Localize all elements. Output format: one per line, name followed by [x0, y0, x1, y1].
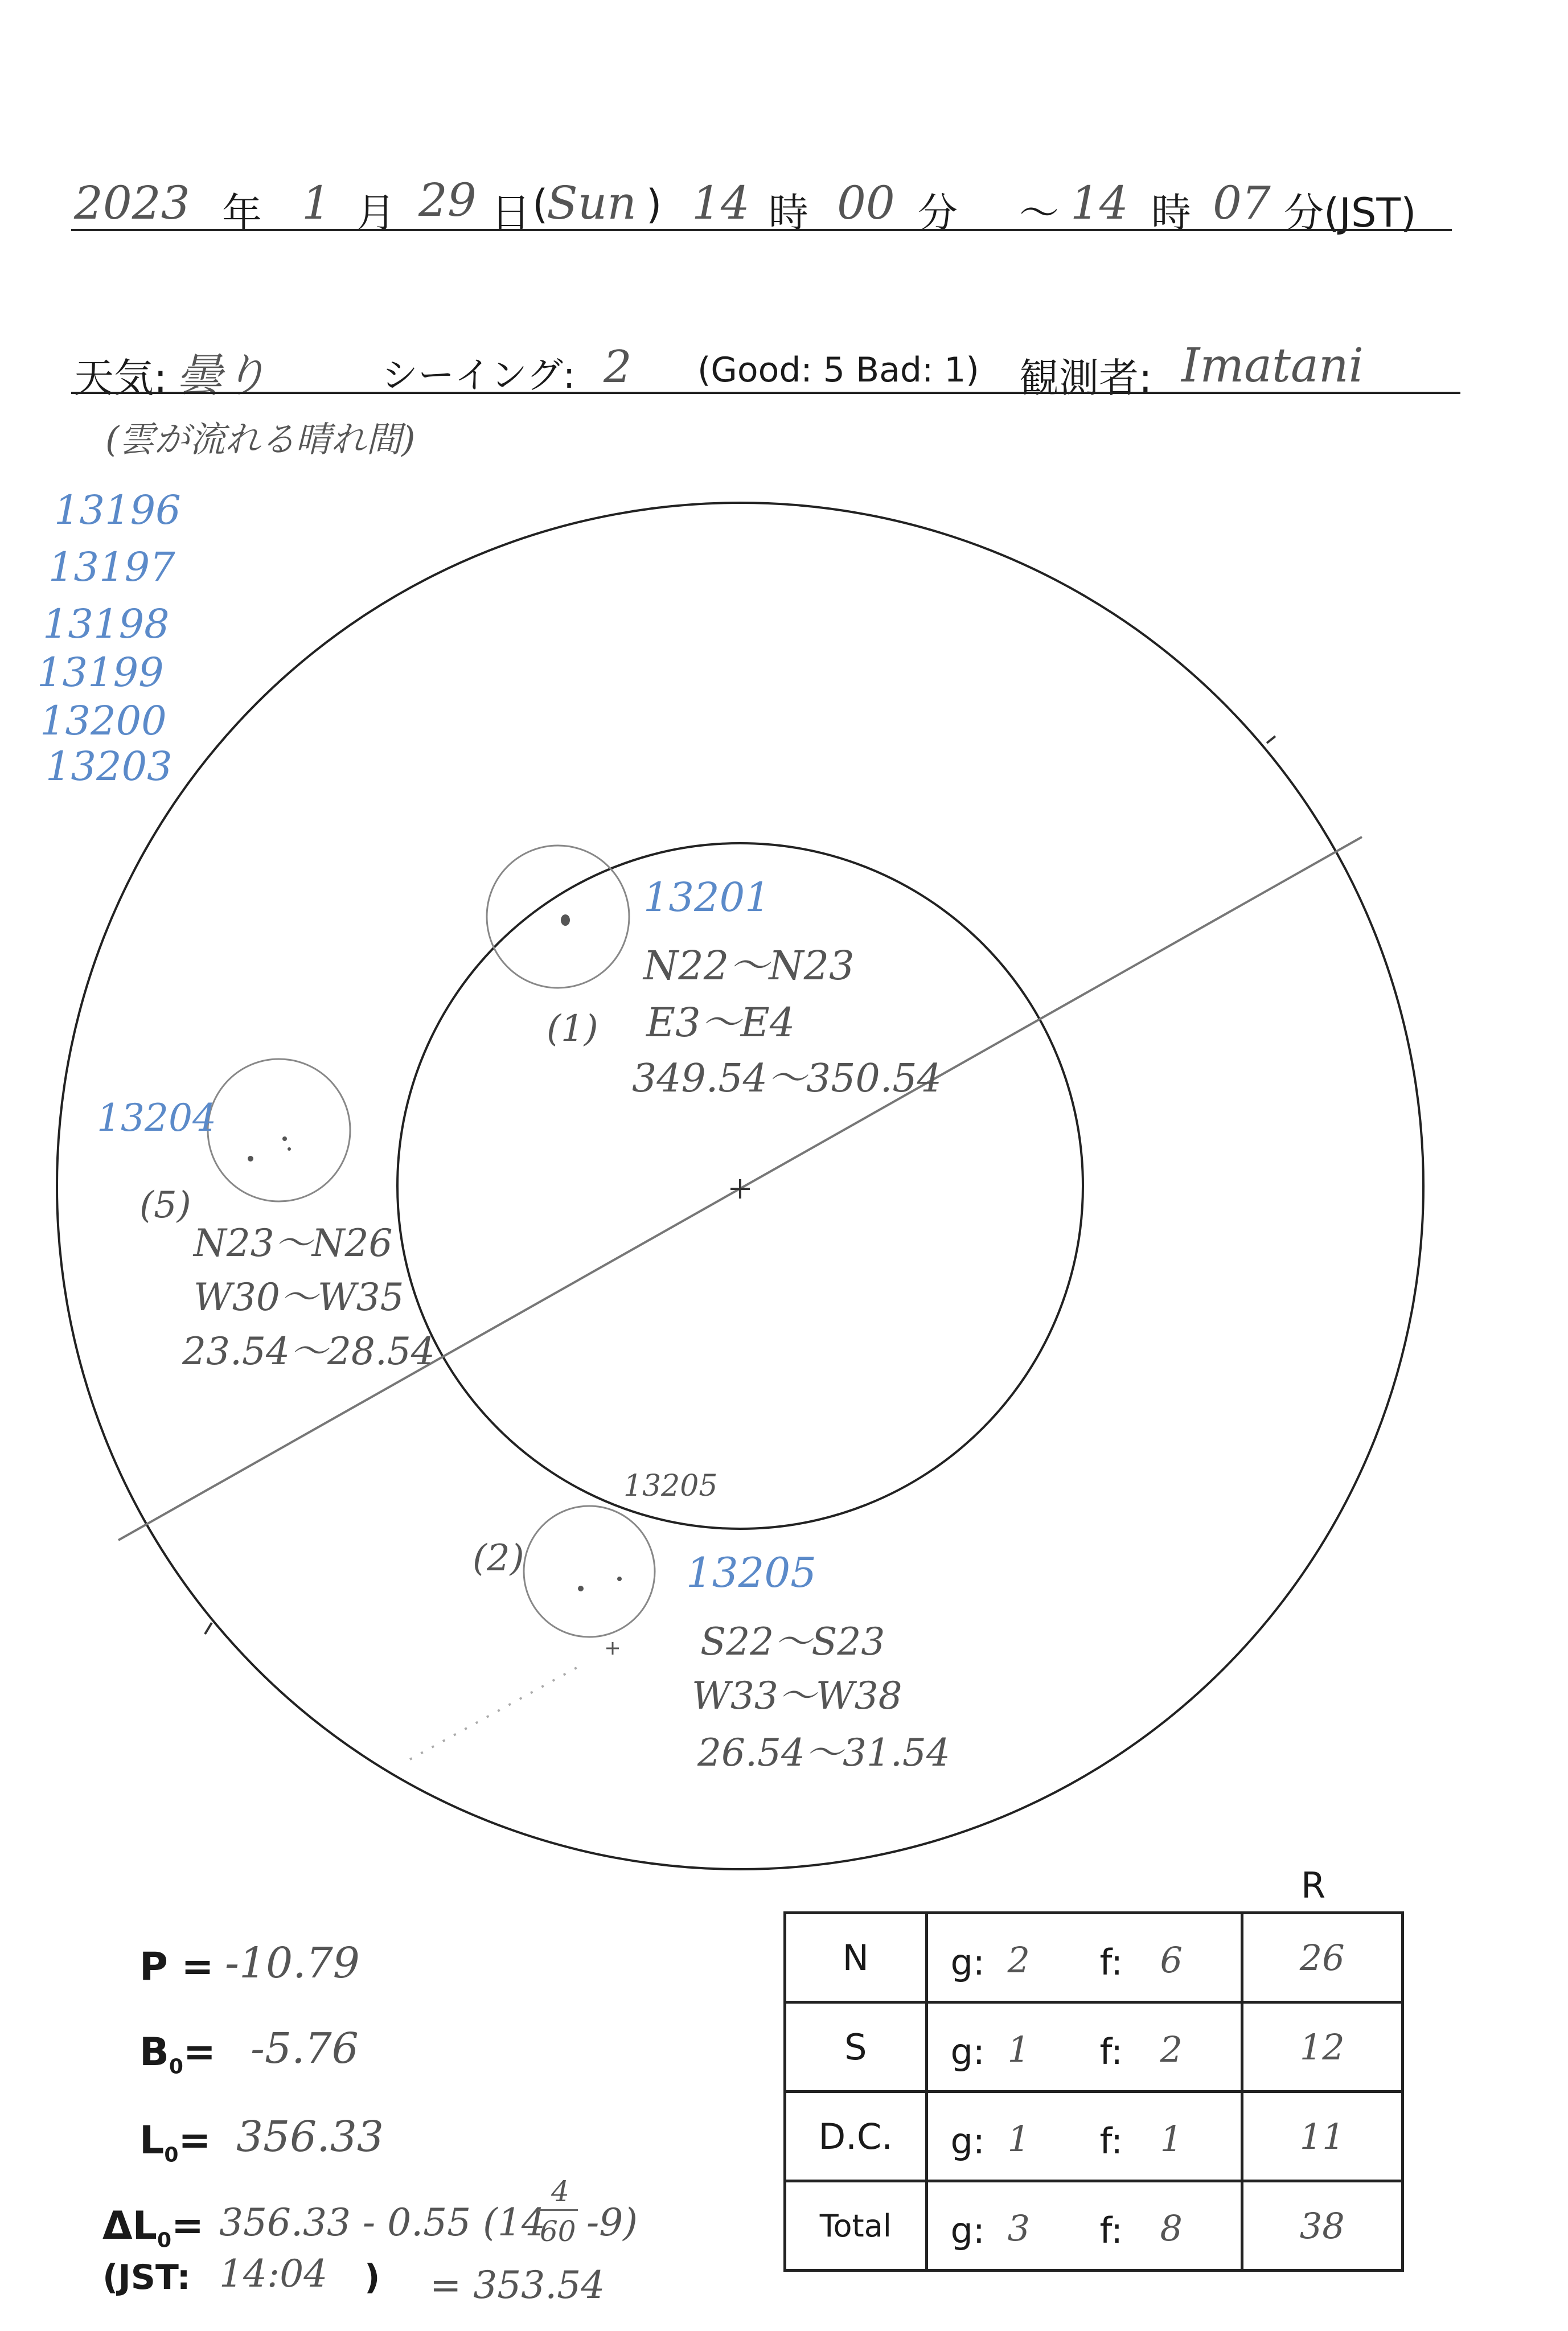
region-number: 13199: [37, 649, 164, 696]
row-label: S: [785, 2002, 927, 2092]
r-value: 12: [1242, 2002, 1402, 2092]
g-value: 1: [1007, 2118, 1030, 2160]
r-column-header: R: [1301, 1865, 1326, 1906]
f-label: f:: [1099, 2210, 1123, 2251]
jst-close: ): [364, 2258, 380, 2297]
l0-label: $L_0=$: [139, 2118, 211, 2167]
weekday-close: ): [646, 181, 662, 228]
jst-label: (JST:: [102, 2258, 191, 2297]
sunspot: [578, 1586, 584, 1591]
g-label: g:: [950, 1942, 985, 1983]
group-carrington-range: 26.54～31.54: [697, 1731, 950, 1775]
limb-tick: [1267, 736, 1275, 743]
delta-l0-expression-end: -9): [586, 2201, 638, 2244]
table-row: [785, 1913, 1403, 2002]
sunspot: [288, 1147, 291, 1151]
delta-l0-result: = 353.54: [430, 2263, 605, 2307]
f-value: 1: [1160, 2118, 1183, 2160]
fraction-bar: [538, 2209, 578, 2211]
group-latitude: N22～N23: [643, 942, 855, 989]
year-label: 年: [222, 190, 262, 236]
month-value: 1: [302, 177, 331, 229]
weekday-open: (: [532, 181, 548, 228]
end-min-label: 分(JST): [1284, 190, 1417, 236]
group-fleck-cell: [926, 2092, 1242, 2181]
day-value: 29: [418, 174, 477, 227]
group-index: (1): [547, 1008, 598, 1050]
row-label: N: [785, 1913, 927, 2002]
g-value: 3: [1007, 2207, 1030, 2249]
start-min-label: 分: [918, 190, 958, 236]
sunspot-count-table: [783, 1911, 1404, 2272]
g-value: 1: [1007, 2029, 1030, 2070]
seeing-label: シーイング:: [381, 355, 576, 397]
start-min-value: 00: [837, 177, 895, 229]
observer-label: 観測者:: [1019, 355, 1152, 401]
small-region-label: 13205: [623, 1469, 718, 1503]
sunspot: [617, 1577, 622, 1581]
month-label: 月: [356, 190, 396, 236]
f-value: 6: [1160, 1939, 1183, 1981]
group-carrington-range: 349.54～350.54: [632, 1056, 942, 1101]
table-row: [785, 2181, 1403, 2271]
group-longitude: E3～E4: [646, 999, 795, 1046]
table-row: [785, 2092, 1403, 2181]
f-label: f:: [1099, 1942, 1123, 1983]
group-circle-13205: [524, 1506, 655, 1637]
f-label: f:: [1099, 2031, 1123, 2073]
time-range-tilde: 〜: [1019, 190, 1059, 236]
day-label: 日: [491, 190, 531, 236]
group-carrington-range: 23.54～28.54: [182, 1329, 435, 1373]
sunspot: [282, 1136, 287, 1141]
b0-value: -5.76: [251, 2024, 359, 2073]
b0-label: $B_0=$: [139, 2030, 216, 2079]
group-circle-13201: [487, 846, 629, 988]
r-value: 26: [1242, 1913, 1402, 2002]
delta-l0-expression: 356.33 - 0.55 (14: [219, 2201, 545, 2244]
jst-value: 14:04: [219, 2252, 328, 2296]
fraction-numerator: 4: [551, 2175, 569, 2208]
end-min-value: 07: [1213, 177, 1271, 229]
group-region-number: 13201: [643, 874, 770, 921]
limb-tick: [205, 1623, 212, 1634]
group-region-number: 13205: [686, 1549, 817, 1597]
f-label: f:: [1099, 2120, 1123, 2162]
group-latitude: S22～S23: [700, 1620, 885, 1664]
dotted-trail: [410, 1665, 581, 1759]
r-value: 38: [1242, 2181, 1402, 2271]
start-hour-label: 時: [769, 190, 808, 236]
sunspot: [561, 914, 570, 926]
weekday-value: Sun: [547, 177, 637, 229]
group-longitude: W30～W35: [194, 1275, 404, 1319]
fraction-denominator: 60: [540, 2215, 576, 2248]
start-hour-value: 14: [692, 177, 750, 229]
group-fleck-cell: [926, 2002, 1242, 2092]
weather-note: (雲が流れる晴れ間): [105, 418, 416, 460]
g-label: g:: [950, 2031, 985, 2073]
row-label: D.C.: [785, 2092, 927, 2181]
table-row: [785, 2002, 1403, 2092]
region-number: 13203: [46, 743, 173, 790]
delta-l0-label: $\Delta L_0=$: [102, 2203, 204, 2252]
group-fleck-cell: [926, 2181, 1242, 2271]
sunspot: [248, 1156, 253, 1162]
weather-label: 天気:: [74, 355, 167, 401]
end-hour-value: 14: [1070, 177, 1128, 229]
g-label: g:: [950, 2210, 985, 2251]
g-value: 2: [1007, 1939, 1030, 1981]
observer-value: Imatani: [1181, 339, 1364, 393]
seeing-scale: (Good: 5 Bad: 1): [697, 350, 979, 390]
group-fleck-cell: [926, 1913, 1242, 2002]
end-hour-label: 時: [1151, 190, 1191, 236]
region-number: 13197: [48, 544, 175, 590]
group-circle-13204: [208, 1059, 350, 1201]
group-region-number: 13204: [97, 1096, 216, 1140]
region-number: 13196: [54, 487, 181, 533]
r-value: 11: [1242, 2092, 1402, 2181]
p-label: P =: [139, 1944, 214, 1989]
region-number: 13200: [40, 697, 167, 744]
p-value: -10.79: [225, 1939, 360, 1988]
seeing-value: 2: [604, 342, 632, 393]
region-number: 13198: [43, 601, 170, 647]
group-index: (2): [473, 1537, 524, 1579]
f-value: 8: [1160, 2207, 1183, 2249]
l0-value: 356.33: [236, 2112, 384, 2161]
row-label: Total: [785, 2181, 927, 2271]
weather-value: 曇り: [176, 349, 268, 402]
group-latitude: N23～N26: [194, 1221, 393, 1265]
year-value: 2023: [74, 177, 190, 229]
group-longitude: W33～W38: [692, 1674, 902, 1718]
group-index: (5): [139, 1184, 191, 1226]
f-value: 2: [1160, 2029, 1183, 2070]
g-label: g:: [950, 2120, 985, 2162]
